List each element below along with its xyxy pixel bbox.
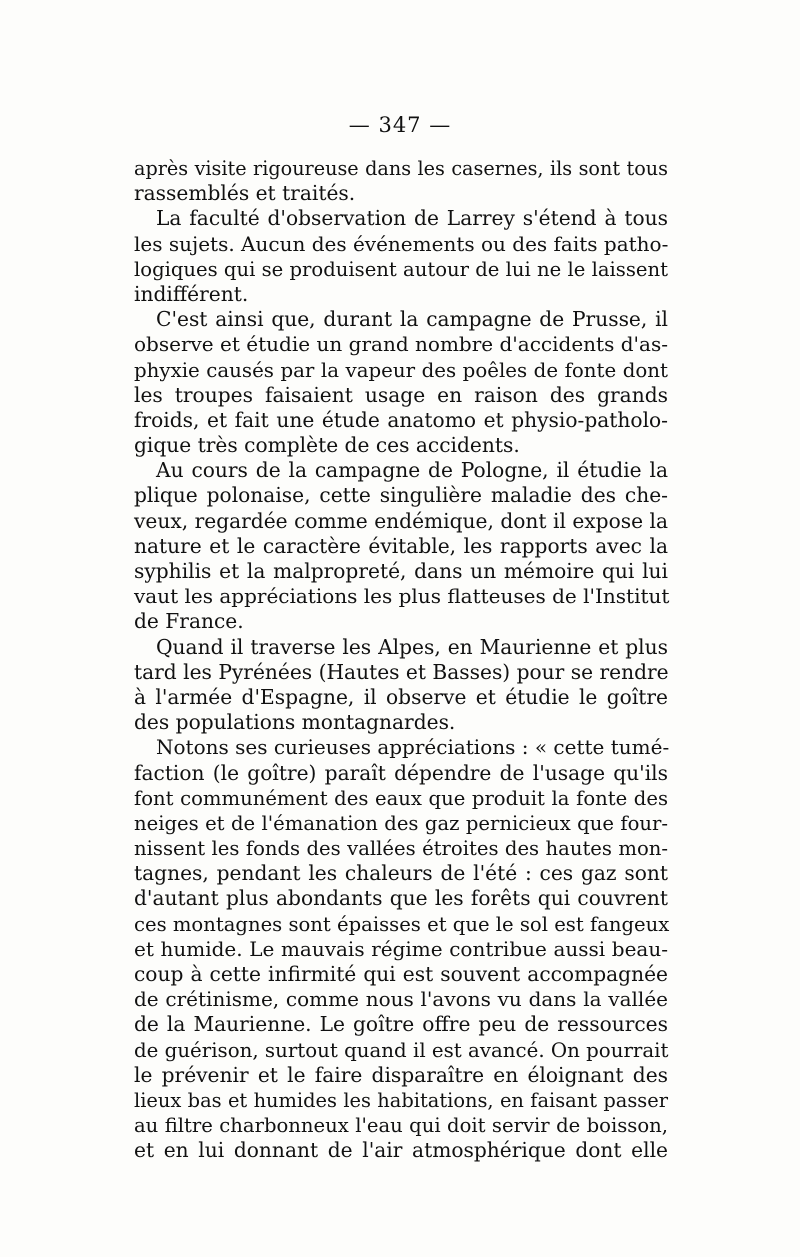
text-line: de la Maurienne. Le goître offre peu de ressources	[134, 1012, 668, 1037]
text-line: de France.	[134, 609, 244, 634]
text-line: veux, regardée comme endémique, dont il expose la	[134, 508, 668, 533]
text-line: syphilis et la malpropreté, dans un mémoire qui lui	[134, 559, 668, 583]
text-line: de guérison, surtout quand il est avancé. On pourrait	[134, 1038, 669, 1062]
body-text	[134, 156, 668, 1164]
text-line: après visite rigoureuse dans les casernes, ils sont tous	[134, 157, 668, 180]
text-line: Quand il traverse les Alpes, en Maurienne et plus	[156, 634, 668, 659]
text-line: d'autant plus abondants que les forêts qui couvrent	[134, 886, 668, 911]
text-line: coup à cette infirmité qui est souvent accompagnée	[134, 962, 668, 986]
text-line: C'est ainsi que, durant la campagne de Prusse, il	[156, 307, 668, 332]
text-line: rassemblés et traités.	[134, 181, 356, 206]
text-line: faction (le goître) paraît dépendre de l'usage qu'ils	[134, 760, 668, 785]
text-line: Au cours de la campagne de Pologne, il étudie la	[156, 458, 668, 483]
text-line: lieux bas et humides les habitations, en faisant passer	[134, 1088, 668, 1112]
text-line: logiques qui se produisent autour de lui ne le laissent	[134, 257, 668, 281]
text-line: neiges et de l'émanation des gaz pernicieux que four-	[134, 811, 668, 835]
text-line: gique très complète de ces accidents.	[134, 433, 520, 458]
text-line: les troupes faisaient usage en raison des grands	[134, 382, 668, 407]
text-line: et humide. Le mauvais régime contribue aussi beau-	[134, 936, 668, 961]
text-line: de crétinisme, comme nous l'avons vu dans la vallée	[134, 987, 668, 1012]
text-line: nature et le caractère évitable, les rapports avec la	[134, 533, 668, 558]
text-line: indifférent.	[134, 281, 249, 306]
text-line: et en lui donnant de l'air atmosphérique dont elle	[134, 1138, 668, 1163]
text-line: nissent les fonds des vallées étroites des hautes mon-	[134, 837, 668, 861]
text-line: plique polonaise, cette singulière maladie des che-	[134, 483, 668, 508]
text-line: font communément des eaux que produit la fonte des	[134, 786, 668, 810]
text-line: tagnes, pendant les chaleurs de l'été : ces gaz sont	[134, 861, 668, 886]
text-line: le prévenir et le faire disparaître en éloignant des	[134, 1062, 668, 1087]
text-line: froids, et fait une étude anatomo et physio-patholo-	[134, 407, 668, 432]
page-number: — 347 —	[348, 113, 452, 137]
text-line: tard les Pyrénées (Hautes et Basses) pour se rendre	[134, 659, 669, 684]
text-line: La faculté d'observation de Larrey s'étend à tous	[156, 206, 668, 231]
text-line: phyxie causés par la vapeur des poêles de fonte dont	[134, 358, 668, 382]
text-line: à l'armée d'Espagne, il observe et étudie le goître	[134, 684, 668, 709]
text-line: Notons ses curieuses appréciations : « cette tumé-	[156, 735, 670, 760]
text-line: observe et étudie un grand nombre d'accidents d'as-	[134, 332, 668, 357]
text-line: les sujets. Aucun des événements ou des faits patho-	[134, 231, 669, 256]
text-line: au filtre charbonneux l'eau qui doit servir de boisson,	[134, 1114, 668, 1138]
text-line: des populations montagnardes.	[134, 710, 456, 735]
text-line: ces montagnes sont épaisses et que le sol est fangeux	[134, 912, 670, 936]
text-line: vaut les appréciations les plus flatteuses de l'Institut	[134, 584, 670, 609]
